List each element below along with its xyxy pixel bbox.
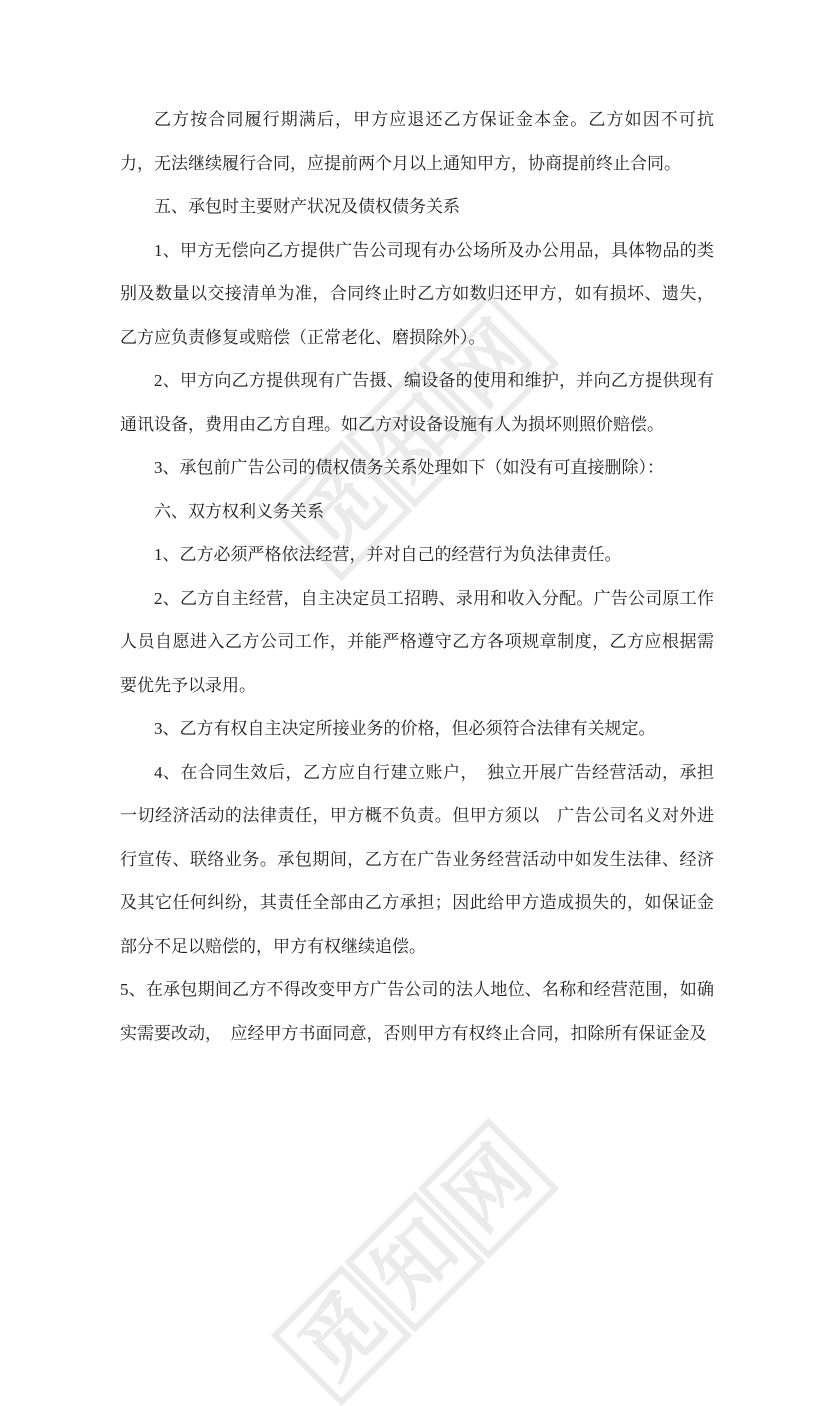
watermark-mizhi-bottom: [271, 1118, 559, 1406]
watermark-character: 网: [429, 304, 548, 423]
watermark-tile: [418, 1118, 559, 1259]
paragraph: 4、在合同生效后，乙方应自行建立账户， 独立开展广告经营活动，承担一切经济活动的法律责任，甲方概不负责。但甲方须以 广告公司名义对外进行宣传、联络业务。承包期间，乙方在广告业务经营活动中如发生法律、经济及其它任何纠纷，其责任全部由乙方承担；因此给甲方造成损失的，如保证金部分不足以赔偿的，甲方有权继续追偿。: [120, 762, 714, 956]
watermark-character: 网: [429, 1129, 548, 1248]
paragraph: 2、乙方自主经营，自主决定员工招聘、录用和收入分配。广告公司原工作人员自愿进入乙方公司工作，并能严格遵守乙方各项规章制度，乙方应根据需要优先予以录用。: [120, 588, 714, 695]
paragraph: 1、乙方必须严格依法经营，并对自己的经营行为负法律责任。: [154, 545, 622, 564]
contract-text-body: [120, 98, 714, 1055]
watermark-character: 知: [356, 378, 474, 496]
section-heading: 六、双方权利义务关系: [154, 501, 324, 521]
paragraph: 乙方按合同履行期满后，甲方应退还乙方保证金本金。乙方如因不可抗力，无法继续履行合同，应提前两个月以上通知甲方，协商提前终止合同。: [120, 110, 714, 173]
watermark-character: 知: [356, 1203, 474, 1321]
watermark-character: 觅: [282, 1276, 401, 1395]
watermark-tile: [344, 1191, 485, 1332]
paragraph: 5、在承包期间乙方不得改变甲方广告公司的法人地位、名称和经营范围，如确实需要改动， 应经甲方书面同意，否则甲方有权终止合同，扣除所有保证金及: [120, 980, 714, 1043]
paragraph: 3、乙方有权自主决定所接业务的价格，但必须符合法律有关规定。: [154, 719, 656, 738]
section-heading: 五、承包时主要财产状况及债权债务关系: [154, 197, 460, 216]
paragraph: 1、甲方无偿向乙方提供广告公司现有办公场所及办公用品，具体物品的类别及数量以交接清单为准，合同终止时乙方如数归还甲方，如有损坏、遗失，乙方应负责修复或赔偿（正常老化、磨损除外）。: [120, 240, 714, 347]
paragraph: 3、承包前广告公司的债权债务关系处理如下（如没有可直接删除）：: [154, 458, 664, 477]
watermark-tile: [271, 1265, 412, 1406]
paragraph: 2、甲方向乙方提供现有广告摄、编设备的使用和维护，并向乙方提供现有通讯设备，费用由乙方自理。如乙方对设备设施有人为损坏则照价赔偿。: [120, 371, 714, 434]
watermark-character: 觅: [282, 451, 401, 570]
